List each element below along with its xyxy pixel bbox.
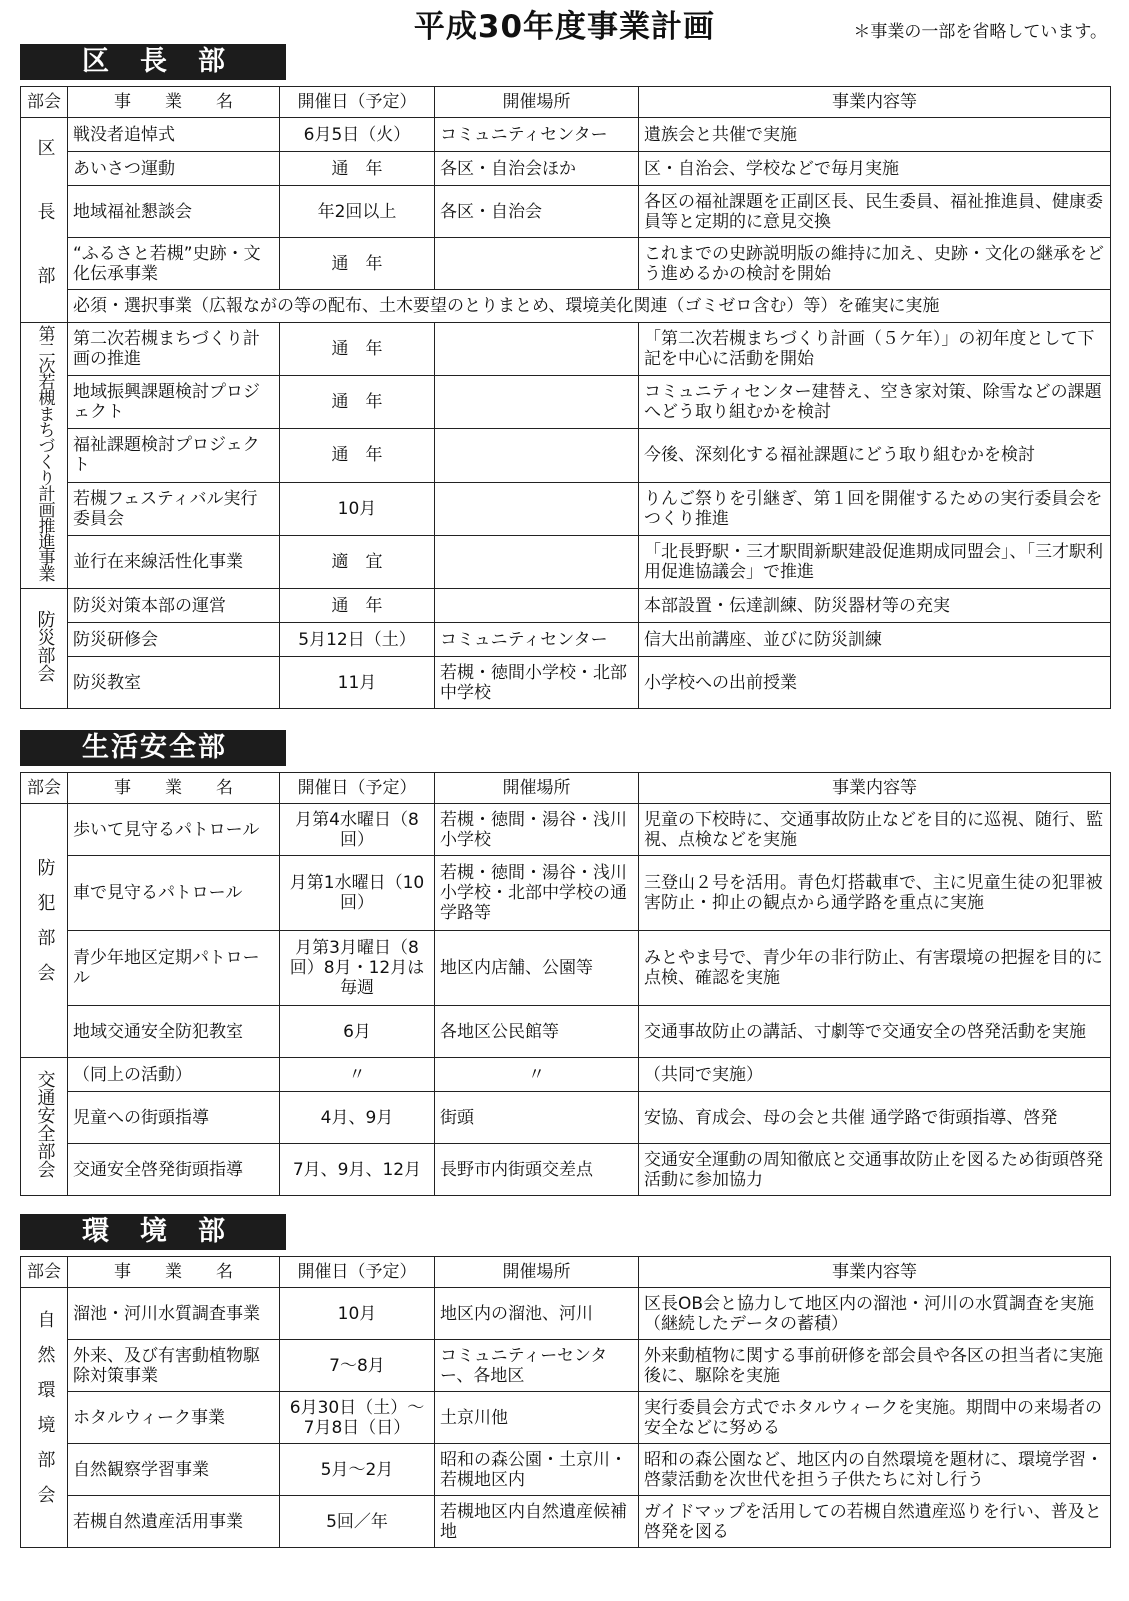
event-place bbox=[435, 323, 639, 376]
header-dept: 部会 bbox=[21, 773, 68, 804]
event-date: 通 年 bbox=[280, 589, 435, 623]
event-place: 各区・自治会 bbox=[435, 186, 639, 238]
event-date: 10月 bbox=[280, 1288, 435, 1340]
event-name: 防災研修会 bbox=[68, 623, 280, 657]
event-name: （同上の活動） bbox=[68, 1058, 280, 1092]
dept-cell bbox=[21, 1058, 68, 1196]
event-date: 月第4水曜日（8回） bbox=[280, 804, 435, 856]
event-date: 6月5日（火） bbox=[280, 118, 435, 152]
event-name: 外来、及び有害動植物駆除対策事業 bbox=[68, 1340, 280, 1392]
event-name: 福祉課題検討プロジェクト bbox=[68, 429, 280, 482]
event-place: 地区内店舗、公園等 bbox=[435, 931, 639, 1006]
event-date: 5回／年 bbox=[280, 1496, 435, 1548]
event-content: 遺族会と共催で実施 bbox=[639, 118, 1111, 152]
header-content: 事業内容等 bbox=[639, 1257, 1111, 1288]
header-content: 事業内容等 bbox=[639, 773, 1111, 804]
header-date: 開催日（予定） bbox=[280, 87, 435, 118]
table-row bbox=[21, 482, 1111, 535]
section-heading-seikatsu: 生活安全部 bbox=[20, 730, 286, 766]
event-date: 通 年 bbox=[280, 429, 435, 482]
event-date: 通 年 bbox=[280, 376, 435, 429]
header-place: 開催場所 bbox=[435, 1257, 639, 1288]
table-header-row bbox=[21, 773, 1111, 804]
event-content: 区・自治会、学校などで毎月実施 bbox=[639, 152, 1111, 186]
event-content: 信大出前講座、並びに防災訓練 bbox=[639, 623, 1111, 657]
event-content: コミュニティセンター建替え、空き家対策、除雪などの課題へどう取り組むかを検討 bbox=[639, 376, 1111, 429]
event-date: 6月30日（土）～7月8日（日） bbox=[280, 1392, 435, 1444]
event-date: 月第3月曜日（8回）8月・12月は毎週 bbox=[280, 931, 435, 1006]
dept-label: 自然環境部会 bbox=[34, 1310, 56, 1520]
table-row bbox=[21, 290, 1111, 323]
header-place: 開催場所 bbox=[435, 87, 639, 118]
table-row bbox=[21, 804, 1111, 856]
event-content: 交通安全運動の周知徹底と交通事故防止を図るため街頭啓発活動に参加協力 bbox=[639, 1144, 1111, 1196]
header-content: 事業内容等 bbox=[639, 87, 1111, 118]
event-name: あいさつ運動 bbox=[68, 152, 280, 186]
event-content: 本部設置・伝達訓練、防災器材等の充実 bbox=[639, 589, 1111, 623]
event-name: 自然観察学習事業 bbox=[68, 1444, 280, 1496]
dept-cell bbox=[21, 118, 68, 323]
event-date: 5月～2月 bbox=[280, 1444, 435, 1496]
table-row bbox=[21, 623, 1111, 657]
event-name: 若槻自然遺産活用事業 bbox=[68, 1496, 280, 1548]
event-content: 「北長野駅・三才駅間新駅建設促進期成同盟会」、「三才駅利用促進協議会」で推進 bbox=[639, 535, 1111, 588]
event-name: 第二次若槻まちづくり計画の推進 bbox=[68, 323, 280, 376]
header-name: 事 業 名 bbox=[68, 87, 280, 118]
event-content: 児童の下校時に、交通事故防止などを目的に巡視、随行、監視、点検などを実施 bbox=[639, 804, 1111, 856]
event-place: 若槻地区内自然遺産候補地 bbox=[435, 1496, 639, 1548]
event-place bbox=[435, 238, 639, 290]
event-place bbox=[435, 535, 639, 588]
header-dept: 部会 bbox=[21, 1257, 68, 1288]
event-place bbox=[435, 429, 639, 482]
section-heading-kankyo: 環 境 部 bbox=[20, 1214, 286, 1250]
event-name: 並行在来線活性化事業 bbox=[68, 535, 280, 588]
event-place: 土京川他 bbox=[435, 1392, 639, 1444]
dept-label: 区 長 部 bbox=[34, 137, 56, 298]
event-name: ホタルウィーク事業 bbox=[68, 1392, 280, 1444]
omission-note: ＊事業の一部を省略しています。 bbox=[853, 22, 1107, 42]
dept-cell bbox=[21, 804, 68, 1058]
event-place: コミュニティーセンター、各地区 bbox=[435, 1340, 639, 1392]
event-date: 月第1水曜日（10回） bbox=[280, 856, 435, 931]
event-place bbox=[435, 376, 639, 429]
event-date: 5月12日（土） bbox=[280, 623, 435, 657]
event-content: 区長OB会と協力して地区内の溜池・河川の水質調査を実施（継続したデータの蓄積） bbox=[639, 1288, 1111, 1340]
event-date: 4月、9月 bbox=[280, 1092, 435, 1144]
table-row bbox=[21, 1444, 1111, 1496]
event-date: 通 年 bbox=[280, 152, 435, 186]
event-name: 地域交通安全防犯教室 bbox=[68, 1006, 280, 1058]
dept-label: 防犯部会 bbox=[34, 858, 56, 998]
header-date: 開催日（予定） bbox=[280, 1257, 435, 1288]
table-row bbox=[21, 657, 1111, 709]
dept-cell bbox=[21, 323, 68, 589]
event-name: 児童への街頭指導 bbox=[68, 1092, 280, 1144]
table-row bbox=[21, 152, 1111, 186]
event-name: 歩いて見守るパトロール bbox=[68, 804, 280, 856]
event-name: 地域振興課題検討プロジェクト bbox=[68, 376, 280, 429]
event-place: 各地区公民館等 bbox=[435, 1006, 639, 1058]
event-name: 青少年地区定期パトロール bbox=[68, 931, 280, 1006]
event-content: 今後、深刻化する福祉課題にどう取り組むかを検討 bbox=[639, 429, 1111, 482]
event-name: 戦没者追悼式 bbox=[68, 118, 280, 152]
header-name: 事 業 名 bbox=[68, 1257, 280, 1288]
event-name: “ふるさと若槻”史跡・文化伝承事業 bbox=[68, 238, 280, 290]
event-place: コミュニティセンター bbox=[435, 118, 639, 152]
table-row bbox=[21, 1496, 1111, 1548]
event-date: 7～8月 bbox=[280, 1340, 435, 1392]
event-content: 実行委員会方式でホタルウィークを実施。期間中の来場者の安全などに努める bbox=[639, 1392, 1111, 1444]
header-dept: 部会 bbox=[21, 87, 68, 118]
event-date: 通 年 bbox=[280, 323, 435, 376]
dept-cell bbox=[21, 589, 68, 709]
header-place: 開催場所 bbox=[435, 773, 639, 804]
table-row bbox=[21, 1058, 1111, 1092]
event-place: 街頭 bbox=[435, 1092, 639, 1144]
section-heading-kucho: 区 長 部 bbox=[20, 44, 286, 80]
event-place: 昭和の森公園・土京川・若槻地区内 bbox=[435, 1444, 639, 1496]
event-place: 各区・自治会ほか bbox=[435, 152, 639, 186]
plan-table-seikatsu bbox=[20, 772, 1111, 1196]
event-name: 防災対策本部の運営 bbox=[68, 589, 280, 623]
table-row bbox=[21, 376, 1111, 429]
event-content: （共同で実施） bbox=[639, 1058, 1111, 1092]
event-date: 11月 bbox=[280, 657, 435, 709]
dept-cell bbox=[21, 1288, 68, 1548]
mandatory-note: 必須・選択事業（広報ながの等の配布、土木要望のとりまとめ、環境美化関連（ゴミゼロ含む）等）を確実に実施 bbox=[68, 290, 1111, 323]
event-name: 交通安全啓発街頭指導 bbox=[68, 1144, 280, 1196]
event-content: 交通事故防止の講話、寸劇等で交通安全の啓発活動を実施 bbox=[639, 1006, 1111, 1058]
page-title: 平成30年度事業計画 bbox=[413, 9, 716, 45]
event-name: 溜池・河川水質調査事業 bbox=[68, 1288, 280, 1340]
header-date: 開催日（予定） bbox=[280, 773, 435, 804]
table-row bbox=[21, 856, 1111, 931]
table-header-row bbox=[21, 87, 1111, 118]
plan-table-kucho bbox=[20, 86, 1111, 709]
event-content: 外来動植物に関する事前研修を部会員や各区の担当者に実施後に、駆除を実施 bbox=[639, 1340, 1111, 1392]
event-place: 〃 bbox=[435, 1058, 639, 1092]
table-row bbox=[21, 118, 1111, 152]
event-content: みとやま号で、青少年の非行防止、有害環境の把握を目的に点検、確認を実施 bbox=[639, 931, 1111, 1006]
event-place bbox=[435, 482, 639, 535]
header-name: 事 業 名 bbox=[68, 773, 280, 804]
event-place: 長野市内街頭交差点 bbox=[435, 1144, 639, 1196]
dept-label: 第二次若槻まちづくり計画推進事業 bbox=[34, 325, 55, 581]
event-date: 7月、9月、12月 bbox=[280, 1144, 435, 1196]
event-place: 若槻・徳間・湯谷・浅川小学校・北部中学校の通学路等 bbox=[435, 856, 639, 931]
event-content: これまでの史跡説明版の維持に加え、史跡・文化の継承をどう進めるかの検討を開始 bbox=[639, 238, 1111, 290]
dept-label: 防災部会 bbox=[34, 610, 56, 682]
table-row bbox=[21, 186, 1111, 238]
event-content: 各区の福祉課題を正副区長、民生委員、福祉推進員、健康委員等と定期的に意見交換 bbox=[639, 186, 1111, 238]
event-date: 10月 bbox=[280, 482, 435, 535]
table-row bbox=[21, 429, 1111, 482]
event-name: 防災教室 bbox=[68, 657, 280, 709]
table-row bbox=[21, 1288, 1111, 1340]
event-date: 年2回以上 bbox=[280, 186, 435, 238]
event-date: 6月 bbox=[280, 1006, 435, 1058]
event-content: ガイドマップを活用しての若槻自然遺産巡りを行い、普及と啓発を図る bbox=[639, 1496, 1111, 1548]
event-place bbox=[435, 589, 639, 623]
event-date: 〃 bbox=[280, 1058, 435, 1092]
event-name: 若槻フェスティバル実行委員会 bbox=[68, 482, 280, 535]
table-row bbox=[21, 1092, 1111, 1144]
event-date: 適 宜 bbox=[280, 535, 435, 588]
table-row bbox=[21, 1144, 1111, 1196]
event-date: 通 年 bbox=[280, 238, 435, 290]
table-row bbox=[21, 589, 1111, 623]
table-row bbox=[21, 1392, 1111, 1444]
event-name: 地域福祉懇談会 bbox=[68, 186, 280, 238]
table-row bbox=[21, 1006, 1111, 1058]
event-content: 安協、育成会、母の会と共催 通学路で街頭指導、啓発 bbox=[639, 1092, 1111, 1144]
table-row bbox=[21, 238, 1111, 290]
table-row bbox=[21, 323, 1111, 376]
event-place: 若槻・徳間小学校・北部中学校 bbox=[435, 657, 639, 709]
table-header-row bbox=[21, 1257, 1111, 1288]
event-place: 若槻・徳間・湯谷・浅川小学校 bbox=[435, 804, 639, 856]
event-place: コミュニティセンター bbox=[435, 623, 639, 657]
table-row bbox=[21, 1340, 1111, 1392]
event-place: 地区内の溜池、河川 bbox=[435, 1288, 639, 1340]
dept-label: 交通安全部会 bbox=[34, 1070, 56, 1178]
table-row bbox=[21, 535, 1111, 588]
table-row bbox=[21, 931, 1111, 1006]
event-content: 「第二次若槻まちづくり計画（５ケ年）」の初年度として下記を中心に活動を開始 bbox=[639, 323, 1111, 376]
event-content: 小学校への出前授業 bbox=[639, 657, 1111, 709]
event-name: 車で見守るパトロール bbox=[68, 856, 280, 931]
event-content: 三登山２号を活用。青色灯搭載車で、主に児童生徒の犯罪被害防止・抑止の観点から通学路を重点に実施 bbox=[639, 856, 1111, 931]
event-content: りんご祭りを引継ぎ、第１回を開催するための実行委員会をつくり推進 bbox=[639, 482, 1111, 535]
plan-table-kankyo bbox=[20, 1256, 1111, 1548]
event-content: 昭和の森公園など、地区内の自然環境を題材に、環境学習・啓蒙活動を次世代を担う子供たちに対し行う bbox=[639, 1444, 1111, 1496]
